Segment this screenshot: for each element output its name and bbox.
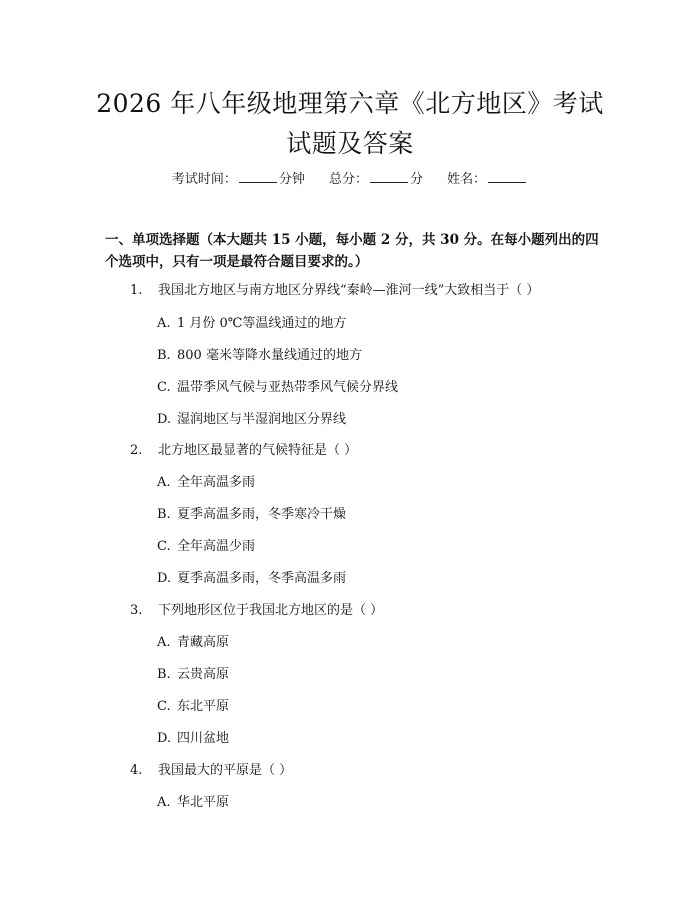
section-heading (105, 229, 600, 273)
total-score-unit: 分 (410, 172, 424, 187)
name-field (447, 168, 528, 190)
question-2-option-d (157, 569, 346, 589)
option-label: A. (157, 316, 171, 331)
total-score-blank[interactable] (370, 168, 408, 183)
question-2-option-c (157, 537, 255, 557)
option-label: B. (157, 348, 171, 363)
question-text: 下列地形区位于我国北方地区的是（ ） (158, 603, 384, 618)
section-heading-line-1: 一、单项选择题（本大题共 15 小题，每小题 2 分，共 30 分。在每小题列出的四 (105, 232, 599, 248)
option-text: 夏季高温多雨，冬季寒冷干燥 (177, 507, 347, 522)
option-text: 青藏高原 (177, 635, 230, 650)
option-text: 800 毫米等降水量线通过的地方 (177, 348, 362, 363)
question-text: 我国最大的平原是（ ） (158, 763, 293, 778)
question-number: 4. (130, 763, 143, 778)
option-label: B. (157, 507, 171, 522)
title-line-2: 试题及答案 (286, 129, 414, 158)
option-label: A. (157, 795, 171, 810)
question-number: 1. (130, 283, 143, 298)
option-label: B. (157, 667, 171, 682)
option-text: 夏季高温多雨，冬季高温多雨 (177, 571, 347, 586)
option-text: 湿润地区与半湿润地区分界线 (177, 412, 347, 427)
option-text: 1 月份 0℃等温线通过的地方 (177, 316, 347, 331)
option-label: A. (157, 635, 171, 650)
question-1-option-a (157, 314, 346, 334)
option-label: D. (157, 412, 172, 427)
option-text: 全年高温多雨 (177, 475, 256, 490)
option-text: 温带季风气候与亚热带季风气候分界线 (177, 380, 399, 395)
option-text: 东北平原 (177, 699, 230, 714)
option-label: D. (157, 731, 172, 746)
question-3 (130, 601, 383, 621)
option-label: C. (157, 699, 171, 714)
exam-time-field (172, 168, 305, 190)
option-text: 华北平原 (177, 795, 230, 810)
question-text: 北方地区最显著的气候特征是（ ） (158, 443, 358, 458)
option-text: 云贵高原 (177, 667, 230, 682)
name-blank[interactable] (488, 168, 526, 183)
exam-time-blank[interactable] (239, 168, 277, 183)
total-score-field (329, 168, 423, 190)
question-4-option-a (157, 793, 229, 813)
exam-time-label: 考试时间： (171, 172, 237, 187)
option-text: 全年高温少雨 (177, 539, 256, 554)
question-number: 3. (130, 603, 143, 618)
question-1-option-b (157, 346, 362, 366)
option-label: A. (157, 475, 171, 490)
option-label: C. (157, 539, 171, 554)
question-2-option-b (157, 505, 346, 525)
title-line-1: 2026 年八年级地理第六章《北方地区》考试 (96, 89, 604, 118)
question-3-option-c (157, 697, 229, 717)
question-1-option-d (157, 410, 346, 430)
total-score-label: 总分： (328, 172, 368, 187)
question-3-option-b (157, 665, 229, 685)
option-text: 四川盆地 (177, 731, 230, 746)
question-2 (130, 441, 357, 461)
question-1-option-c (157, 378, 398, 398)
exam-time-unit: 分钟 (278, 172, 305, 187)
question-3-option-d (157, 729, 229, 749)
question-4 (130, 761, 292, 781)
name-label: 姓名： (447, 172, 487, 187)
exam-info-line (0, 168, 700, 190)
page-title (60, 84, 640, 164)
question-3-option-a (157, 633, 229, 653)
section-heading-line-2: 个选项中，只有一项是最符合题目要求的。） (105, 254, 369, 270)
question-1 (130, 281, 539, 301)
option-label: C. (157, 380, 171, 395)
question-text: 我国北方地区与南方地区分界线“秦岭—淮河一线”大致相当于（ ） (158, 283, 540, 298)
option-label: D. (157, 571, 172, 586)
question-2-option-a (157, 473, 255, 493)
question-number: 2. (130, 443, 143, 458)
